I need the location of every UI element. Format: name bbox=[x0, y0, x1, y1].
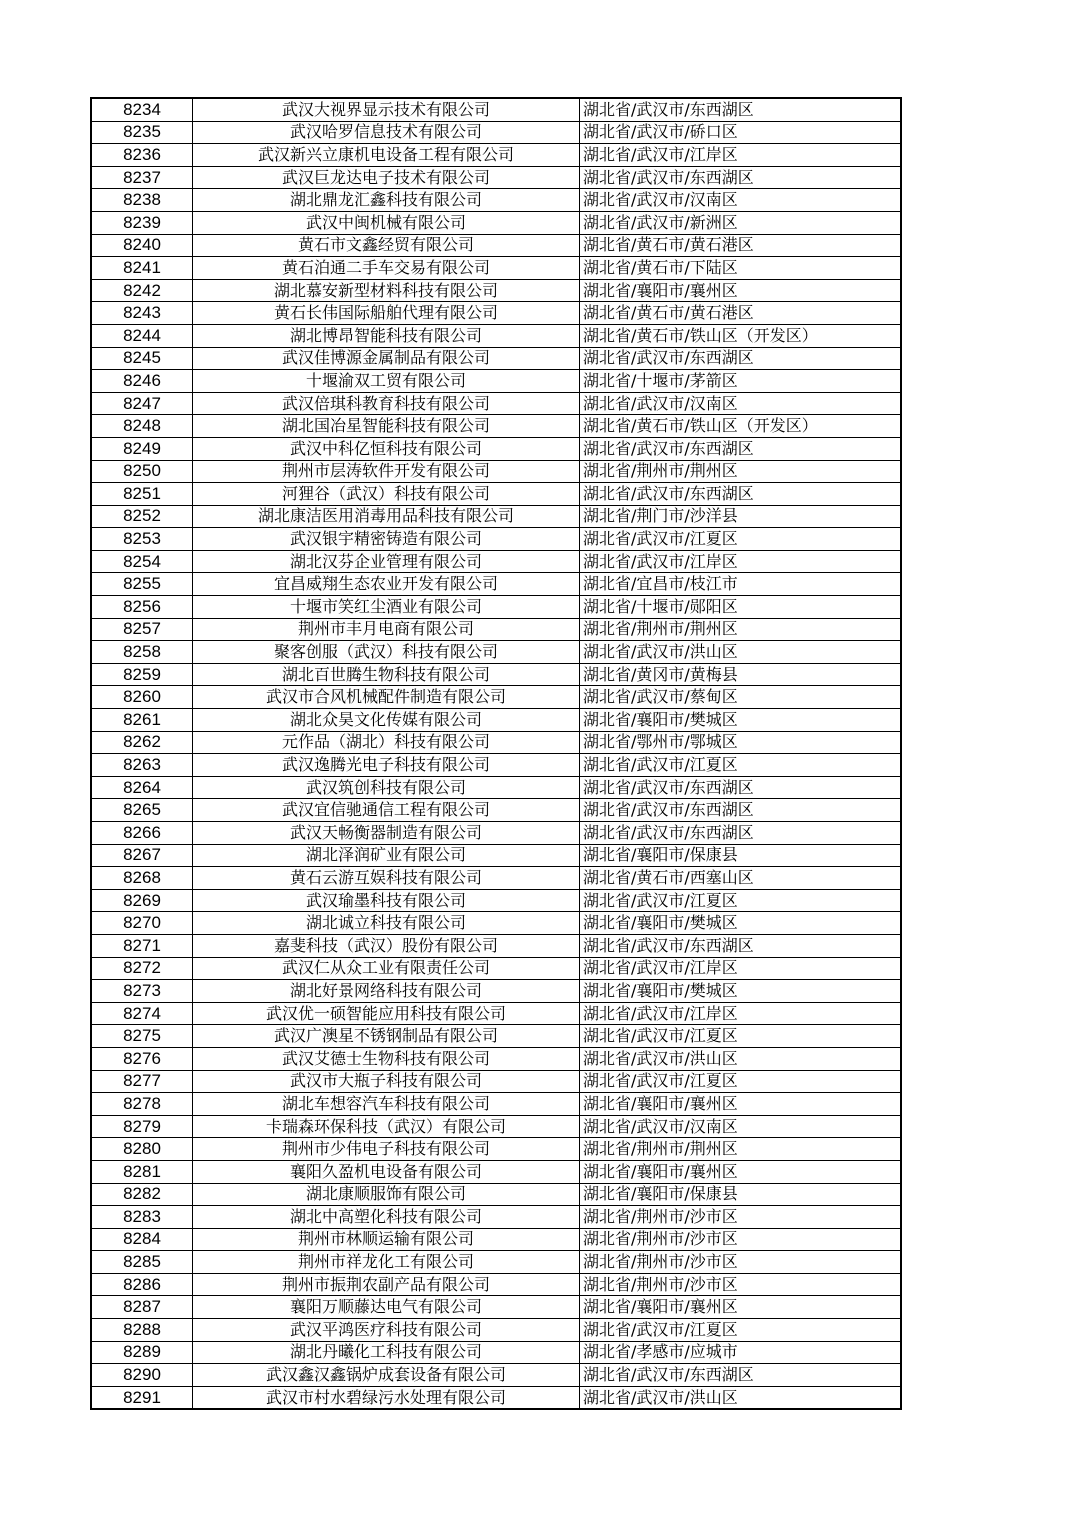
region-cell: 湖北省/荆门市/沙洋县 bbox=[580, 505, 902, 528]
region-cell: 湖北省/荆州市/沙市区 bbox=[580, 1228, 902, 1251]
company-name-cell: 湖北国冶星智能科技有限公司 bbox=[193, 415, 580, 438]
company-name-cell: 湖北众昊文化传媒有限公司 bbox=[193, 709, 580, 732]
company-name-cell: 武汉银宇精密铸造有限公司 bbox=[193, 528, 580, 551]
table-row bbox=[91, 776, 901, 799]
company-name-cell: 武汉筑创科技有限公司 bbox=[193, 776, 580, 799]
company-name-cell: 湖北诚立科技有限公司 bbox=[193, 912, 580, 935]
company-name-cell: 武汉佳博源金属制品有限公司 bbox=[193, 347, 580, 370]
company-name-cell: 湖北鼎龙汇鑫科技有限公司 bbox=[193, 189, 580, 212]
company-name-cell: 武汉新兴立康机电设备工程有限公司 bbox=[193, 144, 580, 167]
region-cell: 湖北省/武汉市/洪山区 bbox=[580, 1386, 902, 1409]
row-number-cell: 8237 bbox=[91, 166, 193, 189]
row-number-cell: 8257 bbox=[91, 618, 193, 641]
row-number-cell: 8266 bbox=[91, 822, 193, 845]
region-cell: 湖北省/武汉市/江岸区 bbox=[580, 957, 902, 980]
row-number-cell: 8264 bbox=[91, 776, 193, 799]
table-row bbox=[91, 460, 901, 483]
region-cell: 湖北省/武汉市/汉南区 bbox=[580, 1115, 902, 1138]
table-row bbox=[91, 483, 901, 506]
company-name-cell: 武汉宜信驰通信工程有限公司 bbox=[193, 799, 580, 822]
table-row bbox=[91, 1364, 901, 1387]
table-row bbox=[91, 663, 901, 686]
region-cell: 湖北省/黄石市/黄石港区 bbox=[580, 234, 902, 257]
region-cell: 湖北省/黄石市/西塞山区 bbox=[580, 867, 902, 890]
row-number-cell: 8275 bbox=[91, 1025, 193, 1048]
table-row bbox=[91, 1138, 901, 1161]
row-number-cell: 8276 bbox=[91, 1047, 193, 1070]
region-cell: 湖北省/武汉市/江岸区 bbox=[580, 1002, 902, 1025]
table-row bbox=[91, 528, 901, 551]
row-number-cell: 8251 bbox=[91, 483, 193, 506]
region-cell: 湖北省/黄冈市/黄梅县 bbox=[580, 663, 902, 686]
company-name-cell: 卡瑞森环保科技（武汉）有限公司 bbox=[193, 1115, 580, 1138]
row-number-cell: 8269 bbox=[91, 889, 193, 912]
company-name-cell: 荆州市祥龙化工有限公司 bbox=[193, 1251, 580, 1274]
table-row bbox=[91, 550, 901, 573]
table-row bbox=[91, 437, 901, 460]
table-row bbox=[91, 686, 901, 709]
company-name-cell: 黄石市文鑫经贸有限公司 bbox=[193, 234, 580, 257]
company-name-cell: 武汉广澳星不锈钢制品有限公司 bbox=[193, 1025, 580, 1048]
region-cell: 湖北省/武汉市/东西湖区 bbox=[580, 776, 902, 799]
company-name-cell: 宜昌威翔生态农业开发有限公司 bbox=[193, 573, 580, 596]
table-row bbox=[91, 1025, 901, 1048]
company-name-cell: 武汉艾德士生物科技有限公司 bbox=[193, 1047, 580, 1070]
table-row bbox=[91, 257, 901, 280]
region-cell: 湖北省/武汉市/洪山区 bbox=[580, 641, 902, 664]
table-row bbox=[91, 912, 901, 935]
table-row bbox=[91, 1386, 901, 1409]
region-cell: 湖北省/武汉市/江夏区 bbox=[580, 1070, 902, 1093]
company-name-cell: 嘉斐科技（武汉）股份有限公司 bbox=[193, 934, 580, 957]
table-row bbox=[91, 1341, 901, 1364]
region-cell: 湖北省/武汉市/硚口区 bbox=[580, 121, 902, 144]
table-row bbox=[91, 347, 901, 370]
company-name-cell: 黄石长伟国际船舶代理有限公司 bbox=[193, 302, 580, 325]
company-name-cell: 湖北康洁医用消毒用品科技有限公司 bbox=[193, 505, 580, 528]
company-name-cell: 湖北丹曦化工科技有限公司 bbox=[193, 1341, 580, 1364]
region-cell: 湖北省/武汉市/东西湖区 bbox=[580, 822, 902, 845]
region-cell: 湖北省/武汉市/东西湖区 bbox=[580, 934, 902, 957]
row-number-cell: 8245 bbox=[91, 347, 193, 370]
region-cell: 湖北省/鄂州市/鄂城区 bbox=[580, 731, 902, 754]
region-cell: 湖北省/武汉市/东西湖区 bbox=[580, 98, 902, 121]
table-row bbox=[91, 1206, 901, 1229]
row-number-cell: 8274 bbox=[91, 1002, 193, 1025]
company-name-cell: 湖北博昂智能科技有限公司 bbox=[193, 324, 580, 347]
table-row bbox=[91, 799, 901, 822]
region-cell: 湖北省/黄石市/铁山区（开发区） bbox=[580, 324, 902, 347]
row-number-cell: 8240 bbox=[91, 234, 193, 257]
company-name-cell: 武汉优一硕智能应用科技有限公司 bbox=[193, 1002, 580, 1025]
region-cell: 湖北省/武汉市/江夏区 bbox=[580, 754, 902, 777]
row-number-cell: 8271 bbox=[91, 934, 193, 957]
region-cell: 湖北省/武汉市/新洲区 bbox=[580, 211, 902, 234]
region-cell: 湖北省/武汉市/江夏区 bbox=[580, 889, 902, 912]
table-row bbox=[91, 957, 901, 980]
table-row bbox=[91, 867, 901, 890]
region-cell: 湖北省/十堰市/郧阳区 bbox=[580, 596, 902, 619]
region-cell: 湖北省/武汉市/东西湖区 bbox=[580, 483, 902, 506]
row-number-cell: 8288 bbox=[91, 1319, 193, 1342]
table-row bbox=[91, 1319, 901, 1342]
company-name-cell: 武汉天畅衡器制造有限公司 bbox=[193, 822, 580, 845]
table-row bbox=[91, 641, 901, 664]
row-number-cell: 8253 bbox=[91, 528, 193, 551]
row-number-cell: 8265 bbox=[91, 799, 193, 822]
table-row bbox=[91, 754, 901, 777]
row-number-cell: 8252 bbox=[91, 505, 193, 528]
company-name-cell: 武汉倍琪科教育科技有限公司 bbox=[193, 392, 580, 415]
region-cell: 湖北省/襄阳市/襄州区 bbox=[580, 1160, 902, 1183]
company-name-cell: 荆州市振荆农副产品有限公司 bbox=[193, 1273, 580, 1296]
region-cell: 湖北省/武汉市/江夏区 bbox=[580, 528, 902, 551]
table-row bbox=[91, 1183, 901, 1206]
company-name-cell: 武汉瑜墨科技有限公司 bbox=[193, 889, 580, 912]
region-cell: 湖北省/武汉市/东西湖区 bbox=[580, 347, 902, 370]
row-number-cell: 8285 bbox=[91, 1251, 193, 1274]
table-row bbox=[91, 121, 901, 144]
table-row bbox=[91, 1251, 901, 1274]
company-name-cell: 湖北好景网络科技有限公司 bbox=[193, 980, 580, 1003]
company-name-cell: 武汉市村水碧绿污水处理有限公司 bbox=[193, 1386, 580, 1409]
company-list-table bbox=[90, 97, 902, 1410]
table-row bbox=[91, 1070, 901, 1093]
region-cell: 湖北省/荆州市/沙市区 bbox=[580, 1251, 902, 1274]
table-row bbox=[91, 302, 901, 325]
table-body bbox=[91, 98, 901, 1409]
company-name-cell: 武汉市大瓶子科技有限公司 bbox=[193, 1070, 580, 1093]
row-number-cell: 8267 bbox=[91, 844, 193, 867]
company-name-cell: 十堰市笑红尘酒业有限公司 bbox=[193, 596, 580, 619]
row-number-cell: 8250 bbox=[91, 460, 193, 483]
row-number-cell: 8279 bbox=[91, 1115, 193, 1138]
company-name-cell: 武汉逸腾光电子科技有限公司 bbox=[193, 754, 580, 777]
row-number-cell: 8282 bbox=[91, 1183, 193, 1206]
region-cell: 湖北省/襄阳市/保康县 bbox=[580, 1183, 902, 1206]
table-row bbox=[91, 324, 901, 347]
table-row bbox=[91, 731, 901, 754]
region-cell: 湖北省/武汉市/江岸区 bbox=[580, 550, 902, 573]
table-row bbox=[91, 1273, 901, 1296]
row-number-cell: 8270 bbox=[91, 912, 193, 935]
table-row bbox=[91, 98, 901, 121]
row-number-cell: 8290 bbox=[91, 1364, 193, 1387]
region-cell: 湖北省/襄阳市/樊城区 bbox=[580, 912, 902, 935]
region-cell: 湖北省/襄阳市/襄州区 bbox=[580, 1093, 902, 1116]
row-number-cell: 8283 bbox=[91, 1206, 193, 1229]
table-row bbox=[91, 1115, 901, 1138]
company-name-cell: 武汉平鸿医疗科技有限公司 bbox=[193, 1319, 580, 1342]
row-number-cell: 8291 bbox=[91, 1386, 193, 1409]
row-number-cell: 8260 bbox=[91, 686, 193, 709]
row-number-cell: 8255 bbox=[91, 573, 193, 596]
region-cell: 湖北省/荆州市/荆州区 bbox=[580, 1138, 902, 1161]
region-cell: 湖北省/黄石市/下陆区 bbox=[580, 257, 902, 280]
company-name-cell: 湖北车想容汽车科技有限公司 bbox=[193, 1093, 580, 1116]
region-cell: 湖北省/襄阳市/樊城区 bbox=[580, 709, 902, 732]
company-name-cell: 聚客创服（武汉）科技有限公司 bbox=[193, 641, 580, 664]
region-cell: 湖北省/武汉市/东西湖区 bbox=[580, 437, 902, 460]
company-name-cell: 湖北汉芬企业管理有限公司 bbox=[193, 550, 580, 573]
company-name-cell: 荆州市少伟电子科技有限公司 bbox=[193, 1138, 580, 1161]
table-row bbox=[91, 234, 901, 257]
region-cell: 湖北省/襄阳市/襄州区 bbox=[580, 1296, 902, 1319]
table-row bbox=[91, 505, 901, 528]
row-number-cell: 8259 bbox=[91, 663, 193, 686]
company-name-cell: 湖北中高塑化科技有限公司 bbox=[193, 1206, 580, 1229]
table-row bbox=[91, 144, 901, 167]
row-number-cell: 8289 bbox=[91, 1341, 193, 1364]
company-name-cell: 荆州市层涛软件开发有限公司 bbox=[193, 460, 580, 483]
table-row bbox=[91, 980, 901, 1003]
region-cell: 湖北省/十堰市/茅箭区 bbox=[580, 370, 902, 393]
table-row bbox=[91, 166, 901, 189]
company-name-cell: 湖北慕安新型材料科技有限公司 bbox=[193, 279, 580, 302]
region-cell: 湖北省/武汉市/东西湖区 bbox=[580, 1364, 902, 1387]
company-name-cell: 湖北百世腾生物科技有限公司 bbox=[193, 663, 580, 686]
row-number-cell: 8284 bbox=[91, 1228, 193, 1251]
row-number-cell: 8249 bbox=[91, 437, 193, 460]
row-number-cell: 8236 bbox=[91, 144, 193, 167]
row-number-cell: 8280 bbox=[91, 1138, 193, 1161]
region-cell: 湖北省/襄阳市/保康县 bbox=[580, 844, 902, 867]
row-number-cell: 8262 bbox=[91, 731, 193, 754]
region-cell: 湖北省/武汉市/东西湖区 bbox=[580, 799, 902, 822]
company-name-cell: 元作品（湖北）科技有限公司 bbox=[193, 731, 580, 754]
company-name-cell: 荆州市丰月电商有限公司 bbox=[193, 618, 580, 641]
row-number-cell: 8273 bbox=[91, 980, 193, 1003]
row-number-cell: 8235 bbox=[91, 121, 193, 144]
company-name-cell: 武汉巨龙达电子技术有限公司 bbox=[193, 166, 580, 189]
region-cell: 湖北省/荆州市/荆州区 bbox=[580, 460, 902, 483]
table-row bbox=[91, 279, 901, 302]
company-name-cell: 荆州市林顺运输有限公司 bbox=[193, 1228, 580, 1251]
region-cell: 湖北省/武汉市/江岸区 bbox=[580, 144, 902, 167]
row-number-cell: 8247 bbox=[91, 392, 193, 415]
table-row bbox=[91, 189, 901, 212]
company-list-table-wrap bbox=[90, 97, 902, 1410]
table-row bbox=[91, 844, 901, 867]
table-row bbox=[91, 1228, 901, 1251]
region-cell: 湖北省/武汉市/江夏区 bbox=[580, 1319, 902, 1342]
row-number-cell: 8258 bbox=[91, 641, 193, 664]
region-cell: 湖北省/荆州市/沙市区 bbox=[580, 1273, 902, 1296]
row-number-cell: 8241 bbox=[91, 257, 193, 280]
table-row bbox=[91, 1002, 901, 1025]
company-name-cell: 襄阳万顺藤达电气有限公司 bbox=[193, 1296, 580, 1319]
company-name-cell: 武汉中闽机械有限公司 bbox=[193, 211, 580, 234]
row-number-cell: 8239 bbox=[91, 211, 193, 234]
region-cell: 湖北省/宜昌市/枝江市 bbox=[580, 573, 902, 596]
company-name-cell: 河狸谷（武汉）科技有限公司 bbox=[193, 483, 580, 506]
row-number-cell: 8256 bbox=[91, 596, 193, 619]
table-row bbox=[91, 1093, 901, 1116]
region-cell: 湖北省/武汉市/洪山区 bbox=[580, 1047, 902, 1070]
company-name-cell: 武汉哈罗信息技术有限公司 bbox=[193, 121, 580, 144]
table-row bbox=[91, 934, 901, 957]
company-name-cell: 黄石泊通二手车交易有限公司 bbox=[193, 257, 580, 280]
company-name-cell: 湖北康顺服饰有限公司 bbox=[193, 1183, 580, 1206]
row-number-cell: 8254 bbox=[91, 550, 193, 573]
table-row bbox=[91, 822, 901, 845]
row-number-cell: 8277 bbox=[91, 1070, 193, 1093]
table-row bbox=[91, 392, 901, 415]
row-number-cell: 8263 bbox=[91, 754, 193, 777]
region-cell: 湖北省/襄阳市/襄州区 bbox=[580, 279, 902, 302]
row-number-cell: 8238 bbox=[91, 189, 193, 212]
region-cell: 湖北省/武汉市/江夏区 bbox=[580, 1025, 902, 1048]
table-row bbox=[91, 709, 901, 732]
row-number-cell: 8286 bbox=[91, 1273, 193, 1296]
row-number-cell: 8246 bbox=[91, 370, 193, 393]
company-name-cell: 武汉市合风机械配件制造有限公司 bbox=[193, 686, 580, 709]
region-cell: 湖北省/武汉市/东西湖区 bbox=[580, 166, 902, 189]
table-row bbox=[91, 1296, 901, 1319]
table-row bbox=[91, 1160, 901, 1183]
row-number-cell: 8242 bbox=[91, 279, 193, 302]
company-name-cell: 襄阳久盈机电设备有限公司 bbox=[193, 1160, 580, 1183]
region-cell: 湖北省/武汉市/汉南区 bbox=[580, 392, 902, 415]
company-name-cell: 武汉大视界显示技术有限公司 bbox=[193, 98, 580, 121]
company-name-cell: 十堰渝双工贸有限公司 bbox=[193, 370, 580, 393]
table-row bbox=[91, 211, 901, 234]
region-cell: 湖北省/武汉市/蔡甸区 bbox=[580, 686, 902, 709]
region-cell: 湖北省/黄石市/黄石港区 bbox=[580, 302, 902, 325]
row-number-cell: 8268 bbox=[91, 867, 193, 890]
row-number-cell: 8243 bbox=[91, 302, 193, 325]
region-cell: 湖北省/荆州市/沙市区 bbox=[580, 1206, 902, 1229]
region-cell: 湖北省/武汉市/汉南区 bbox=[580, 189, 902, 212]
table-row bbox=[91, 596, 901, 619]
row-number-cell: 8281 bbox=[91, 1160, 193, 1183]
table-row bbox=[91, 573, 901, 596]
row-number-cell: 8272 bbox=[91, 957, 193, 980]
row-number-cell: 8244 bbox=[91, 324, 193, 347]
table-row bbox=[91, 370, 901, 393]
row-number-cell: 8278 bbox=[91, 1093, 193, 1116]
region-cell: 湖北省/荆州市/荆州区 bbox=[580, 618, 902, 641]
company-name-cell: 武汉中科亿恒科技有限公司 bbox=[193, 437, 580, 460]
company-name-cell: 武汉仁从众工业有限责任公司 bbox=[193, 957, 580, 980]
row-number-cell: 8234 bbox=[91, 98, 193, 121]
company-name-cell: 武汉鑫汉鑫锅炉成套设备有限公司 bbox=[193, 1364, 580, 1387]
table-row bbox=[91, 1047, 901, 1070]
row-number-cell: 8287 bbox=[91, 1296, 193, 1319]
region-cell: 湖北省/襄阳市/樊城区 bbox=[580, 980, 902, 1003]
region-cell: 湖北省/黄石市/铁山区（开发区） bbox=[580, 415, 902, 438]
table-row bbox=[91, 415, 901, 438]
region-cell: 湖北省/孝感市/应城市 bbox=[580, 1341, 902, 1364]
row-number-cell: 8248 bbox=[91, 415, 193, 438]
table-row bbox=[91, 889, 901, 912]
company-name-cell: 湖北泽润矿业有限公司 bbox=[193, 844, 580, 867]
row-number-cell: 8261 bbox=[91, 709, 193, 732]
table-row bbox=[91, 618, 901, 641]
company-name-cell: 黄石云游互娱科技有限公司 bbox=[193, 867, 580, 890]
